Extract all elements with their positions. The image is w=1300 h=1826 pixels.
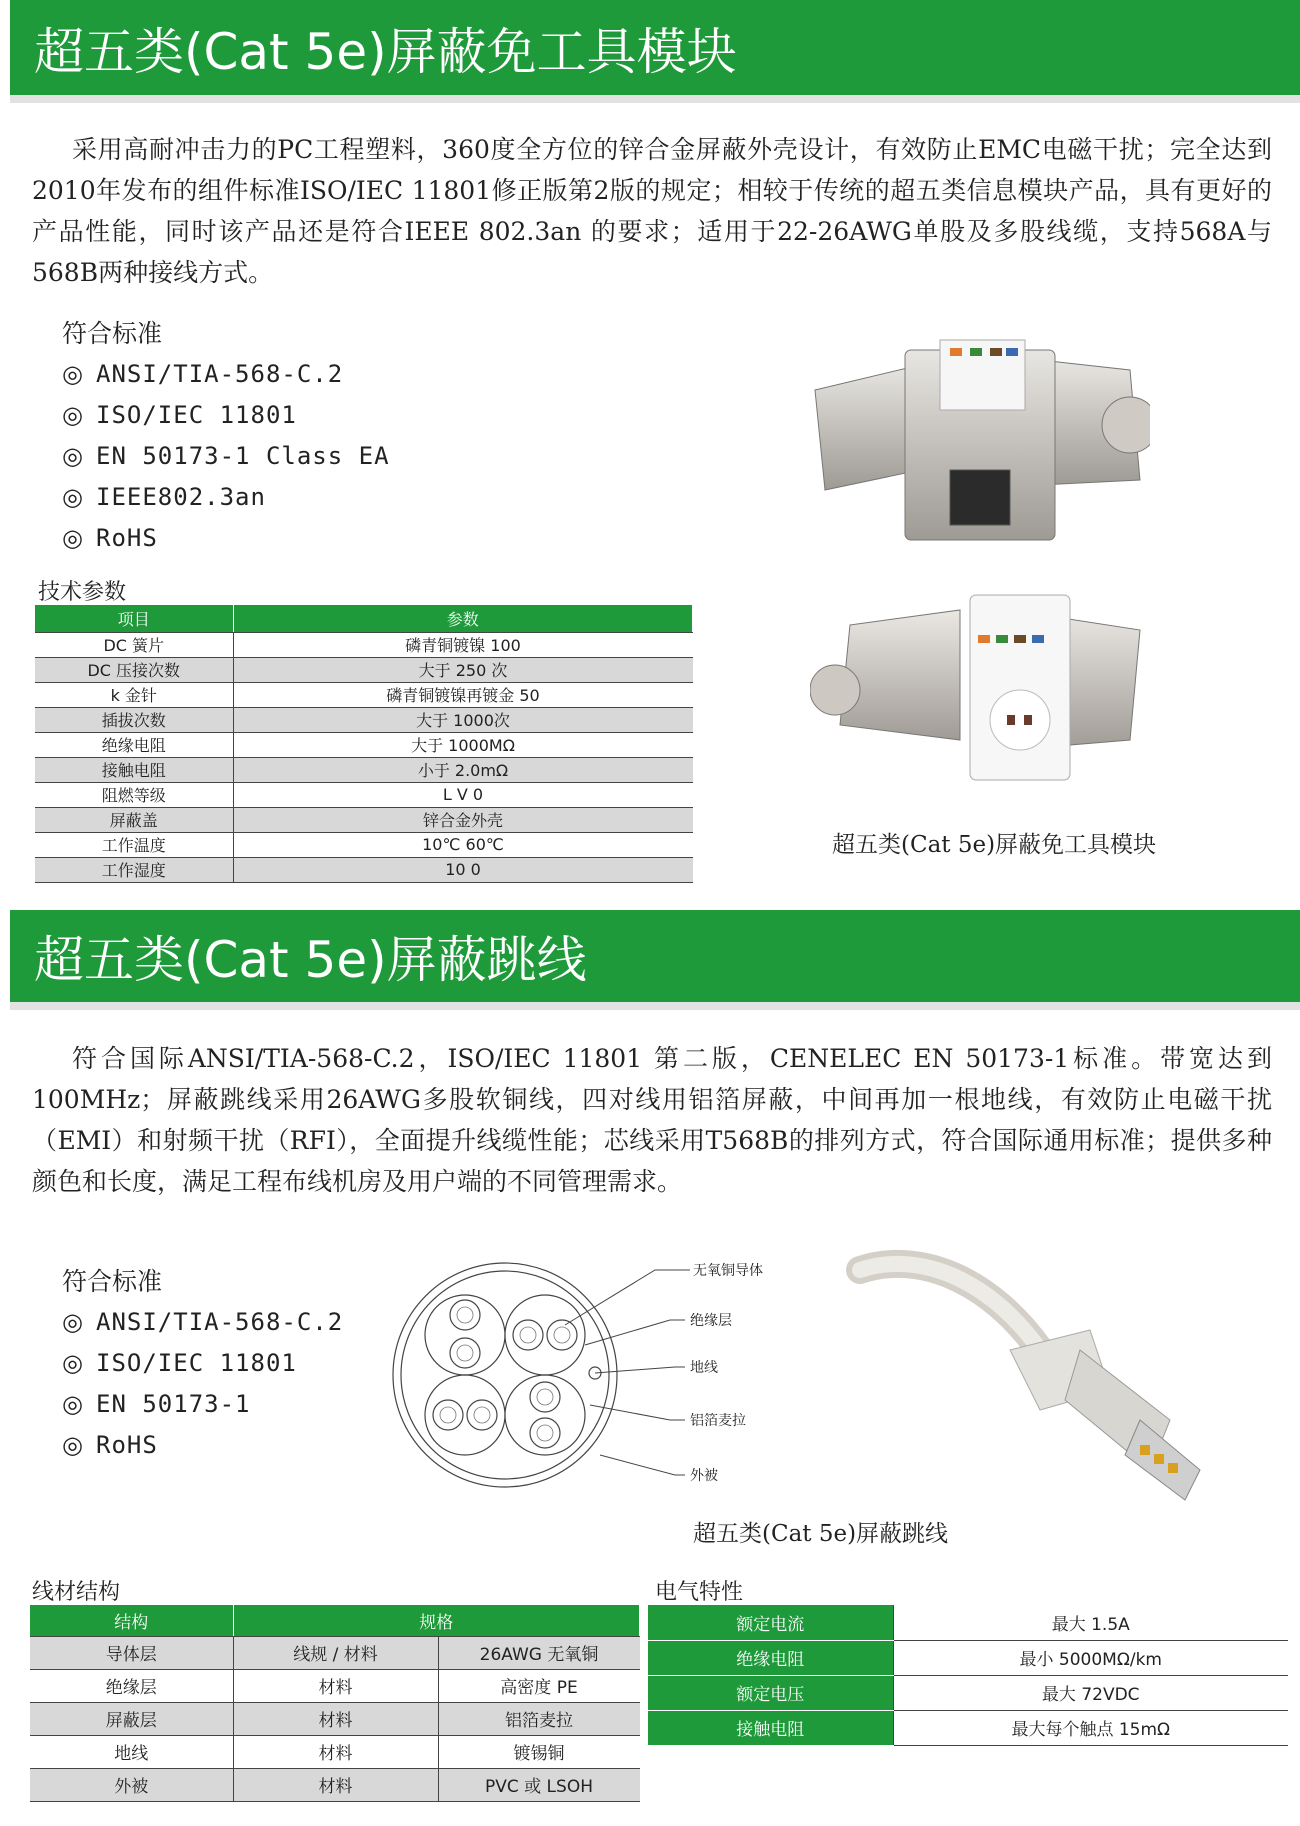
standards-title: 符合标准 xyxy=(62,1267,163,1296)
wire-cell: 线规 / 材料 xyxy=(233,1636,438,1669)
patch-description: 符合国际ANSI/TIA-568-C.2，ISO/IEC 11801 第二版，CENELEC EN 50173-1标准。带宽达到100MHz；屏蔽跳线采用26AWG多股软铜线，四对线用铝箔屏蔽，中间再加一根地线，有效防止电磁干扰（EMI）和射频干扰（RFI），全面提升线缆性能；芯线采用T568B的排列方式，符合国际通用标准；提供多种颜色和长度，满足工程布线机房及用户端的不同管理需求。 xyxy=(32,1044,1272,1196)
wire-cell: 材料 xyxy=(233,1735,438,1768)
elec-value: 最大 1.5A xyxy=(893,1605,1288,1640)
standard-item: ◎ ISO/IEC 11801 xyxy=(62,1349,297,1377)
electrical-title: 电气特性 xyxy=(655,1580,744,1605)
param-key: 插拔次数 xyxy=(35,707,233,732)
elec-key: 绝缘电阻 xyxy=(648,1640,893,1675)
diagram-label: 绝缘层 xyxy=(690,1313,732,1329)
module-caption: 超五类(Cat 5e)屏蔽免工具模块 xyxy=(832,832,1157,858)
wire-cell: 铝箔麦拉 xyxy=(438,1702,640,1735)
diagram-label: 铝箔麦拉 xyxy=(690,1413,746,1429)
table-row xyxy=(35,757,693,782)
standard-item: ◎ EN 50173-1 Class EA xyxy=(62,442,390,470)
module-description: 采用高耐冲击力的PC工程塑料，360度全方位的锌合金屏蔽外壳设计，有效防止EMC电磁干扰；完全达到2010年发布的组件标准ISO/IEC 11801修正版第2版的规定；相较于传统的超五类信息模块产品，具有更好的产品性能，同时该产品还是符合IEEE 802.3an 的要求；适用于22-26AWG单股及多股线缆，支持568A与568B两种接线方式。 xyxy=(32,135,1272,287)
patch-cord-image xyxy=(840,1240,1230,1520)
wire-cell: 绝缘层 xyxy=(30,1669,233,1702)
table-row xyxy=(30,1636,640,1669)
standard-item: ◎ IEEE802.3an xyxy=(62,483,266,511)
table-row xyxy=(35,707,693,732)
diagram-label: 地线 xyxy=(690,1360,718,1376)
param-value: 大于 250 次 xyxy=(233,657,693,682)
keystone-module-image-top xyxy=(810,330,1150,555)
elec-value: 最大 72VDC xyxy=(893,1675,1288,1710)
standard-item: ◎ RoHS xyxy=(62,524,158,552)
table-row xyxy=(35,832,693,857)
table-header-row xyxy=(30,1605,640,1636)
table-row xyxy=(35,732,693,757)
wire-structure-title: 线材结构 xyxy=(32,1580,121,1605)
wire-cell: 材料 xyxy=(233,1669,438,1702)
param-value: 10℃ 60℃ xyxy=(233,832,693,857)
wire-cell: 26AWG 无氧铜 xyxy=(438,1636,640,1669)
elec-key: 额定电流 xyxy=(648,1605,893,1640)
table-row xyxy=(648,1605,1288,1640)
patch-title: 超五类(Cat 5e)屏蔽跳线 xyxy=(34,931,587,989)
wire-structure-table xyxy=(30,1605,640,1802)
electrical-table xyxy=(648,1605,1288,1746)
wire-cell: 镀锡铜 xyxy=(438,1735,640,1768)
param-key: 工作湿度 xyxy=(35,857,233,882)
param-value: 10 0 xyxy=(233,857,693,882)
table-row xyxy=(35,807,693,832)
table-row xyxy=(648,1675,1288,1710)
param-value: 磷青铜镀镍再镀金 50 xyxy=(233,682,693,707)
standard-item: ◎ RoHS xyxy=(62,1431,158,1459)
param-value: 磷青铜镀镍 100 xyxy=(233,632,693,657)
elec-value: 最小 5000MΩ/km xyxy=(893,1640,1288,1675)
table-header: 参数 xyxy=(233,605,693,632)
patch-standards xyxy=(62,1261,343,1466)
wire-cell: 材料 xyxy=(233,1702,438,1735)
param-key: 绝缘电阻 xyxy=(35,732,233,757)
section-title-patch xyxy=(10,910,1300,1002)
table-header: 项目 xyxy=(35,605,233,632)
keystone-module-image-bottom xyxy=(810,590,1150,785)
table-row xyxy=(648,1710,1288,1745)
param-key: DC 簧片 xyxy=(35,632,233,657)
cable-cross-section-diagram xyxy=(385,1245,815,1505)
wire-cell: 高密度 PE xyxy=(438,1669,640,1702)
table-row xyxy=(30,1669,640,1702)
elec-key: 额定电压 xyxy=(648,1675,893,1710)
standards-title: 符合标准 xyxy=(62,319,163,348)
table-header-row xyxy=(35,605,693,632)
elec-key: 接触电阻 xyxy=(648,1710,893,1745)
param-value: L V 0 xyxy=(233,782,693,807)
module-standards xyxy=(62,313,390,559)
table-header: 规格 xyxy=(233,1605,640,1636)
section-title-module xyxy=(10,0,1300,95)
param-key: 工作温度 xyxy=(35,832,233,857)
table-row xyxy=(35,682,693,707)
standard-item: ◎ ANSI/TIA-568-C.2 xyxy=(62,1308,344,1336)
patch-caption: 超五类(Cat 5e)屏蔽跳线 xyxy=(693,1521,949,1547)
standard-item: ◎ ISO/IEC 11801 xyxy=(62,401,297,429)
table-row xyxy=(30,1735,640,1768)
table-row xyxy=(30,1702,640,1735)
param-value: 大于 1000次 xyxy=(233,707,693,732)
param-value: 锌合金外壳 xyxy=(233,807,693,832)
table-header: 结构 xyxy=(30,1605,233,1636)
table-row xyxy=(648,1640,1288,1675)
param-key: DC 压接次数 xyxy=(35,657,233,682)
wire-cell: 屏蔽层 xyxy=(30,1702,233,1735)
module-title: 超五类(Cat 5e)屏蔽免工具模块 xyxy=(34,22,737,81)
param-value: 大于 1000MΩ xyxy=(233,732,693,757)
table-row xyxy=(35,857,693,882)
tech-params-table xyxy=(35,605,693,883)
param-key: 接触电阻 xyxy=(35,757,233,782)
wire-cell: 材料 xyxy=(233,1768,438,1801)
table-row xyxy=(35,632,693,657)
param-key: 阻燃等级 xyxy=(35,782,233,807)
standard-item: ◎ EN 50173-1 xyxy=(62,1390,251,1418)
wire-cell: PVC 或 LSOH xyxy=(438,1768,640,1801)
table-row xyxy=(35,782,693,807)
elec-value: 最大每个触点 15mΩ xyxy=(893,1710,1288,1745)
table-row xyxy=(30,1768,640,1801)
table-row xyxy=(35,657,693,682)
standard-item: ◎ ANSI/TIA-568-C.2 xyxy=(62,360,344,388)
wire-cell: 地线 xyxy=(30,1735,233,1768)
param-key: k 金针 xyxy=(35,682,233,707)
param-value: 小于 2.0mΩ xyxy=(233,757,693,782)
wire-cell: 导体层 xyxy=(30,1636,233,1669)
param-key: 屏蔽盖 xyxy=(35,807,233,832)
diagram-label: 无氧铜导体 xyxy=(693,1263,763,1279)
wire-cell: 外被 xyxy=(30,1768,233,1801)
diagram-label: 外被 xyxy=(690,1468,718,1484)
tech-params-title: 技术参数 xyxy=(38,580,127,605)
